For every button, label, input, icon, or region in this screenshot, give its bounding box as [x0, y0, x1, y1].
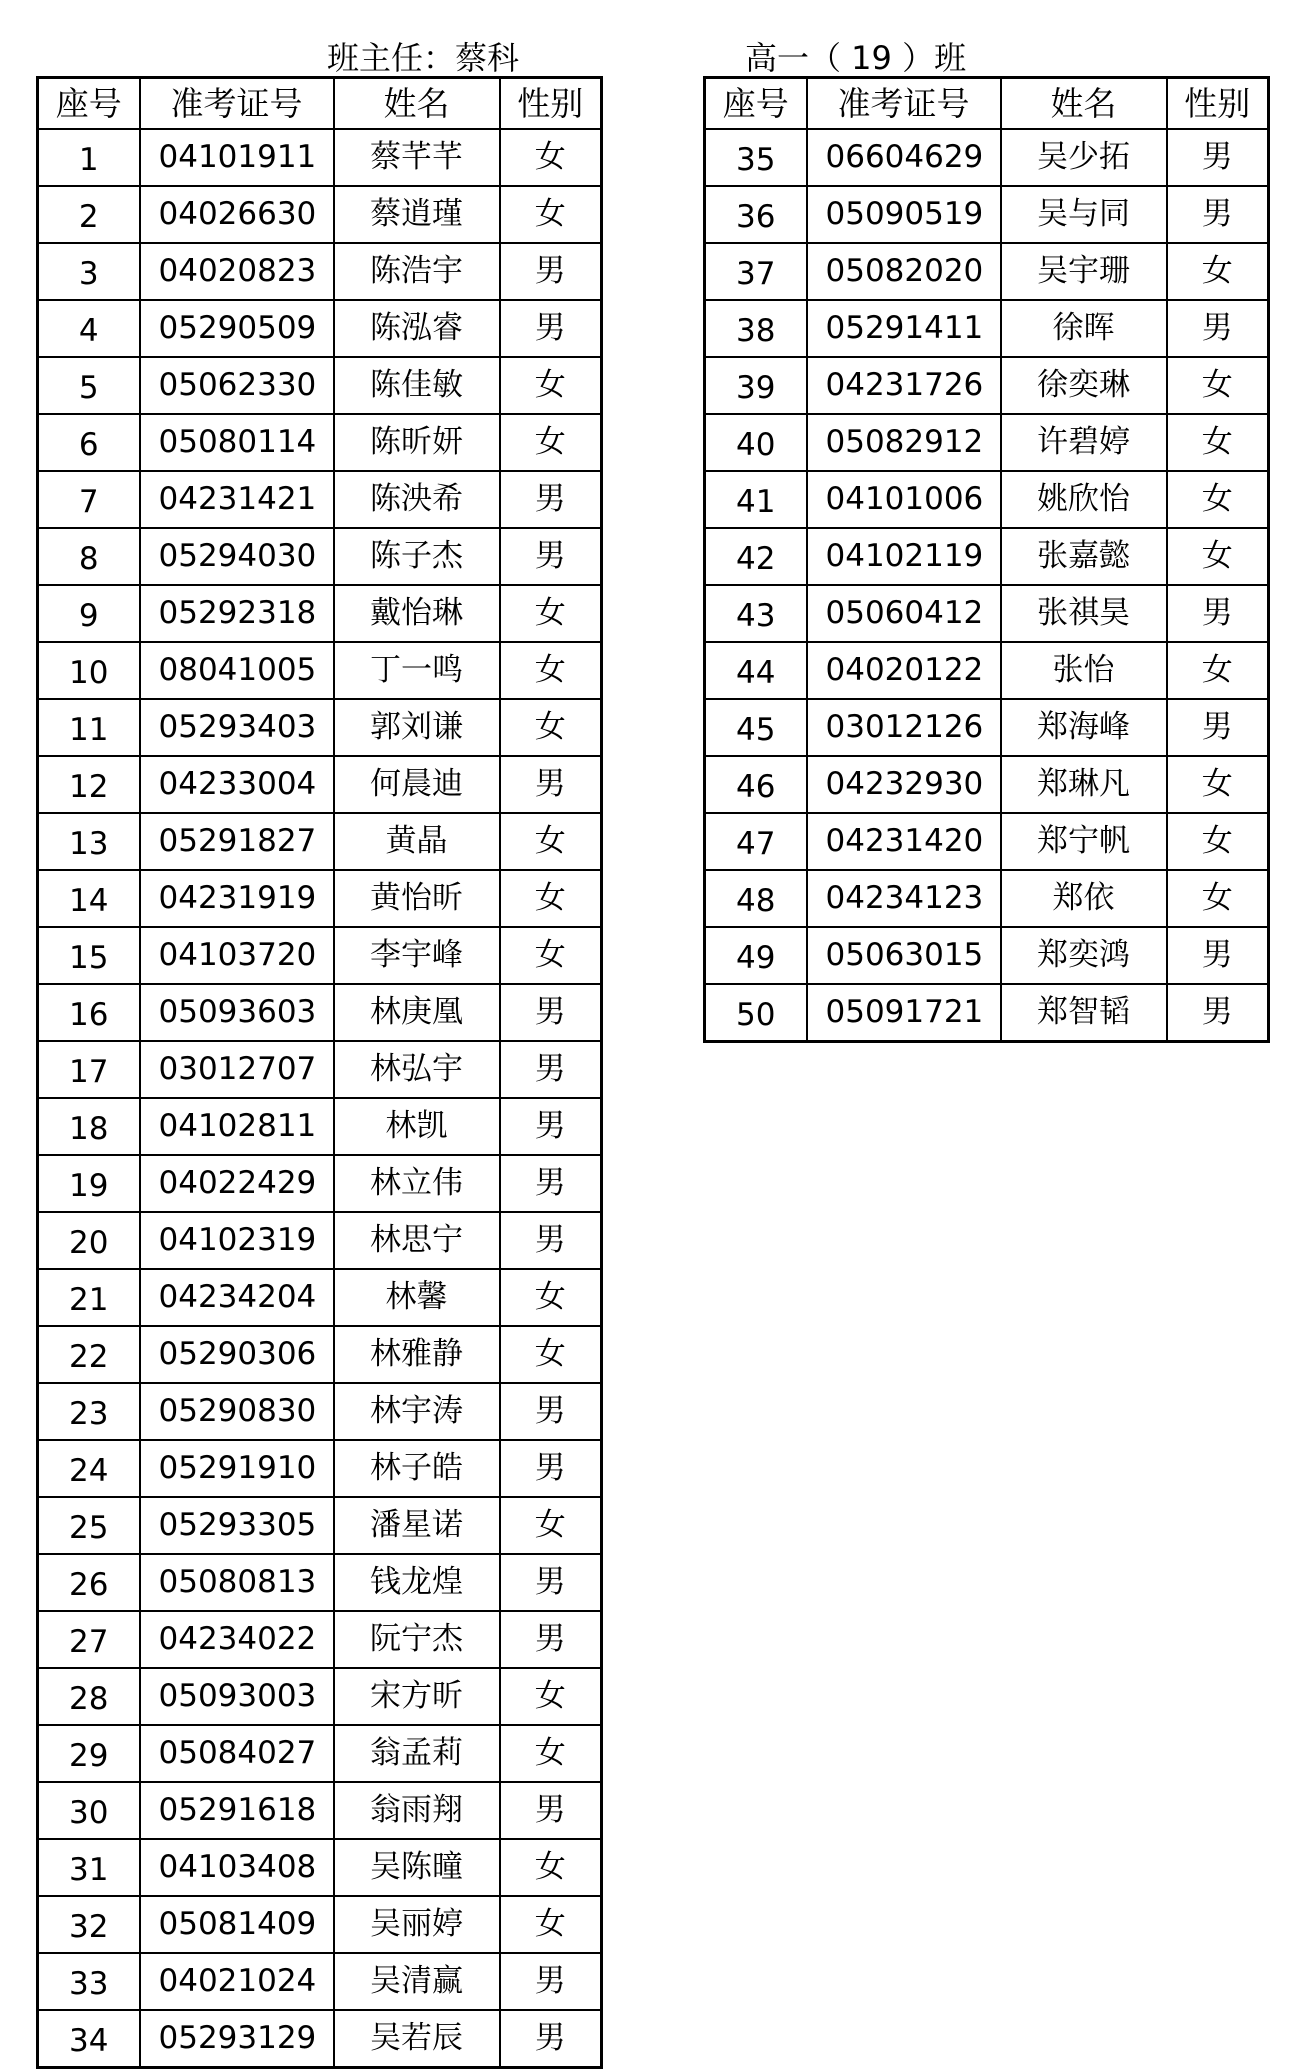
student-name-cell: 郑琳凡 [1001, 756, 1167, 813]
exam-number-cell: 04232930 [807, 756, 1001, 813]
gender-cell: 女 [1167, 756, 1269, 813]
table-row [705, 300, 1269, 357]
table-row [705, 585, 1269, 642]
table-row [38, 357, 602, 414]
exam-number-cell: 05291618 [140, 1782, 334, 1839]
gender-cell: 女 [500, 1839, 602, 1896]
student-name-cell: 翁孟莉 [334, 1725, 500, 1782]
student-name-cell: 陈昕妍 [334, 414, 500, 471]
seat-number-cell: 29 [38, 1725, 140, 1782]
seat-number-cell: 48 [705, 870, 807, 927]
seat-number-cell: 43 [705, 585, 807, 642]
seat-number-cell: 3 [38, 243, 140, 300]
head-teacher-label: 班主任：蔡科 [327, 39, 520, 77]
student-name-cell: 钱龙煌 [334, 1554, 500, 1611]
seat-number-cell: 8 [38, 528, 140, 585]
student-name-cell: 陈子杰 [334, 528, 500, 585]
table-row [38, 1611, 602, 1668]
exam-number-cell: 04102119 [807, 528, 1001, 585]
exam-number-cell: 05294030 [140, 528, 334, 585]
seat-number-cell: 27 [38, 1611, 140, 1668]
table-row [38, 1554, 602, 1611]
student-name-cell: 郭刘谦 [334, 699, 500, 756]
table-row [38, 300, 602, 357]
gender-cell: 女 [500, 813, 602, 870]
table-row [705, 129, 1269, 186]
table-row [38, 699, 602, 756]
seat-number-cell: 1 [38, 129, 140, 186]
exam-number-cell: 04101006 [807, 471, 1001, 528]
exam-number-cell: 05091721 [807, 984, 1001, 1042]
table-row [38, 471, 602, 528]
gender-cell: 男 [500, 1440, 602, 1497]
table-row [38, 1782, 602, 1839]
exam-number-cell: 05082912 [807, 414, 1001, 471]
seat-number-cell: 38 [705, 300, 807, 357]
gender-cell: 女 [1167, 813, 1269, 870]
exam-number-cell: 05292318 [140, 585, 334, 642]
student-name-cell: 黄怡昕 [334, 870, 500, 927]
exam-number-cell: 04234123 [807, 870, 1001, 927]
exam-number-cell: 04103408 [140, 1839, 334, 1896]
table-row [705, 243, 1269, 300]
gender-cell: 女 [500, 1269, 602, 1326]
gender-cell: 男 [500, 1041, 602, 1098]
table-row [38, 1668, 602, 1725]
gender-cell: 男 [1167, 927, 1269, 984]
exam-number-cell: 05293403 [140, 699, 334, 756]
gender-cell: 女 [500, 927, 602, 984]
table-row [38, 1098, 602, 1155]
student-name-cell: 陈佳敏 [334, 357, 500, 414]
seat-number-cell: 44 [705, 642, 807, 699]
exam-number-cell: 05080114 [140, 414, 334, 471]
table-row [705, 471, 1269, 528]
gender-cell: 女 [500, 1725, 602, 1782]
seat-number-cell: 46 [705, 756, 807, 813]
gender-cell: 女 [1167, 642, 1269, 699]
seat-number-cell: 13 [38, 813, 140, 870]
student-name-cell: 郑智韬 [1001, 984, 1167, 1042]
seat-number-cell: 45 [705, 699, 807, 756]
student-name-cell: 徐晖 [1001, 300, 1167, 357]
exam-number-cell: 04020823 [140, 243, 334, 300]
table-header-row [705, 78, 1269, 130]
table-row [705, 756, 1269, 813]
exam-number-cell: 04103720 [140, 927, 334, 984]
gender-cell: 男 [500, 1554, 602, 1611]
exam-number-cell: 04022429 [140, 1155, 334, 1212]
gender-cell: 男 [500, 471, 602, 528]
gender-cell: 男 [500, 756, 602, 813]
student-name-cell: 林弘宇 [334, 1041, 500, 1098]
seat-number-cell: 34 [38, 2010, 140, 2068]
seat-number-cell: 28 [38, 1668, 140, 1725]
gender-cell: 男 [500, 1383, 602, 1440]
student-name-cell: 陈浩宇 [334, 243, 500, 300]
exam-number-cell: 05290306 [140, 1326, 334, 1383]
exam-number-cell: 05293129 [140, 2010, 334, 2068]
exam-number-cell: 05090519 [807, 186, 1001, 243]
student-name-cell: 丁一鸣 [334, 642, 500, 699]
gender-cell: 男 [500, 2010, 602, 2068]
student-name-cell: 李宇峰 [334, 927, 500, 984]
exam-number-cell: 03012707 [140, 1041, 334, 1098]
exam-number-cell: 05291827 [140, 813, 334, 870]
seat-number-cell: 30 [38, 1782, 140, 1839]
exam-number-cell: 05290509 [140, 300, 334, 357]
student-name-cell: 郑海峰 [1001, 699, 1167, 756]
exam-number-cell: 05293305 [140, 1497, 334, 1554]
seat-number-cell: 4 [38, 300, 140, 357]
exam-number-cell: 04102319 [140, 1212, 334, 1269]
table-row [38, 1440, 602, 1497]
table-row [38, 1383, 602, 1440]
student-name-cell: 吴少拓 [1001, 129, 1167, 186]
student-name-cell: 吴清赢 [334, 1953, 500, 2010]
seat-number-cell: 2 [38, 186, 140, 243]
gender-cell: 男 [1167, 186, 1269, 243]
gender-cell: 女 [500, 585, 602, 642]
seat-number-cell: 26 [38, 1554, 140, 1611]
table-row [38, 1212, 602, 1269]
student-name-cell: 郑依 [1001, 870, 1167, 927]
exam-number-cell: 04026630 [140, 186, 334, 243]
table-row [38, 1497, 602, 1554]
table-row [38, 528, 602, 585]
seat-number-cell: 6 [38, 414, 140, 471]
gender-cell: 男 [1167, 984, 1269, 1042]
student-name-cell: 蔡芊芊 [334, 129, 500, 186]
table-row [705, 813, 1269, 870]
exam-number-cell: 05063015 [807, 927, 1001, 984]
student-name-cell: 林雅静 [334, 1326, 500, 1383]
student-name-cell: 何晨迪 [334, 756, 500, 813]
exam-number-cell: 04231421 [140, 471, 334, 528]
gender-cell: 男 [500, 1782, 602, 1839]
student-name-cell: 吴宇珊 [1001, 243, 1167, 300]
header-name: 姓名 [1001, 78, 1167, 130]
student-name-cell: 张怡 [1001, 642, 1167, 699]
gender-cell: 女 [500, 1497, 602, 1554]
exam-number-cell: 04234204 [140, 1269, 334, 1326]
seat-number-cell: 18 [38, 1098, 140, 1155]
table-row [38, 870, 602, 927]
exam-number-cell: 04101911 [140, 129, 334, 186]
seat-number-cell: 20 [38, 1212, 140, 1269]
student-name-cell: 林凯 [334, 1098, 500, 1155]
seat-number-cell: 32 [38, 1896, 140, 1953]
gender-cell: 女 [500, 129, 602, 186]
table-row [38, 129, 602, 186]
header-exam-number: 准考证号 [807, 78, 1001, 130]
seat-number-cell: 12 [38, 756, 140, 813]
seat-number-cell: 47 [705, 813, 807, 870]
student-name-cell: 蔡逍瑾 [334, 186, 500, 243]
header-gender: 性别 [1167, 78, 1269, 130]
student-name-cell: 姚欣怡 [1001, 471, 1167, 528]
seat-number-cell: 50 [705, 984, 807, 1042]
seat-number-cell: 19 [38, 1155, 140, 1212]
seat-number-cell: 15 [38, 927, 140, 984]
table-row [705, 927, 1269, 984]
exam-number-cell: 03012126 [807, 699, 1001, 756]
seat-number-cell: 9 [38, 585, 140, 642]
gender-cell: 男 [1167, 129, 1269, 186]
table-row [38, 1725, 602, 1782]
table-row [705, 870, 1269, 927]
student-name-cell: 林馨 [334, 1269, 500, 1326]
table-row [38, 1896, 602, 1953]
seat-number-cell: 49 [705, 927, 807, 984]
header-seat: 座号 [705, 78, 807, 130]
seat-number-cell: 7 [38, 471, 140, 528]
gender-cell: 女 [500, 870, 602, 927]
seat-number-cell: 11 [38, 699, 140, 756]
student-name-cell: 林庚凰 [334, 984, 500, 1041]
exam-number-cell: 04231726 [807, 357, 1001, 414]
table-row [38, 243, 602, 300]
gender-cell: 男 [1167, 585, 1269, 642]
exam-number-cell: 05084027 [140, 1725, 334, 1782]
student-name-cell: 陈泱希 [334, 471, 500, 528]
table-row [705, 699, 1269, 756]
gender-cell: 女 [500, 1668, 602, 1725]
seat-number-cell: 17 [38, 1041, 140, 1098]
exam-number-cell: 05093003 [140, 1668, 334, 1725]
gender-cell: 女 [500, 699, 602, 756]
exam-number-cell: 04102811 [140, 1098, 334, 1155]
gender-cell: 男 [500, 1953, 602, 2010]
exam-number-cell: 04234022 [140, 1611, 334, 1668]
gender-cell: 女 [1167, 528, 1269, 585]
table-row [38, 1155, 602, 1212]
exam-number-cell: 08041005 [140, 642, 334, 699]
student-name-cell: 林子皓 [334, 1440, 500, 1497]
gender-cell: 女 [500, 642, 602, 699]
student-name-cell: 戴怡琳 [334, 585, 500, 642]
table-row [38, 642, 602, 699]
gender-cell: 男 [500, 1155, 602, 1212]
student-name-cell: 郑宁帆 [1001, 813, 1167, 870]
table-row [705, 186, 1269, 243]
table-row [705, 357, 1269, 414]
student-name-cell: 林思宁 [334, 1212, 500, 1269]
table-row [38, 984, 602, 1041]
seat-number-cell: 22 [38, 1326, 140, 1383]
exam-number-cell: 06604629 [807, 129, 1001, 186]
table-row [705, 414, 1269, 471]
table-row [705, 642, 1269, 699]
header-exam-number: 准考证号 [140, 78, 334, 130]
exam-number-cell: 05062330 [140, 357, 334, 414]
seat-number-cell: 33 [38, 1953, 140, 2010]
student-name-cell: 张嘉懿 [1001, 528, 1167, 585]
table-row [38, 1041, 602, 1098]
seat-number-cell: 31 [38, 1839, 140, 1896]
gender-cell: 女 [500, 1326, 602, 1383]
table-row [38, 585, 602, 642]
exam-number-cell: 05291411 [807, 300, 1001, 357]
student-name-cell: 黄晶 [334, 813, 500, 870]
exam-number-cell: 05290830 [140, 1383, 334, 1440]
seat-number-cell: 23 [38, 1383, 140, 1440]
student-name-cell: 林宇涛 [334, 1383, 500, 1440]
table-row [38, 2010, 602, 2068]
header-seat: 座号 [38, 78, 140, 130]
student-name-cell: 徐奕琳 [1001, 357, 1167, 414]
gender-cell: 女 [1167, 414, 1269, 471]
student-name-cell: 吴若辰 [334, 2010, 500, 2068]
student-name-cell: 许碧婷 [1001, 414, 1167, 471]
exam-number-cell: 05081409 [140, 1896, 334, 1953]
gender-cell: 女 [500, 186, 602, 243]
seat-number-cell: 21 [38, 1269, 140, 1326]
gender-cell: 男 [500, 528, 602, 585]
gender-cell: 女 [1167, 870, 1269, 927]
student-name-cell: 林立伟 [334, 1155, 500, 1212]
header-name: 姓名 [334, 78, 500, 130]
exam-number-cell: 04021024 [140, 1953, 334, 2010]
exam-number-cell: 04233004 [140, 756, 334, 813]
table-row [38, 414, 602, 471]
seat-number-cell: 37 [705, 243, 807, 300]
seat-number-cell: 14 [38, 870, 140, 927]
student-table-right [703, 76, 1270, 1043]
table-row [38, 927, 602, 984]
class-name-label: 高一（ 19 ）班 [745, 39, 967, 77]
exam-number-cell: 04231919 [140, 870, 334, 927]
seat-number-cell: 40 [705, 414, 807, 471]
exam-number-cell: 05080813 [140, 1554, 334, 1611]
seat-number-cell: 41 [705, 471, 807, 528]
student-name-cell: 潘星诺 [334, 1497, 500, 1554]
gender-cell: 男 [1167, 300, 1269, 357]
table-row [38, 1326, 602, 1383]
seat-number-cell: 25 [38, 1497, 140, 1554]
gender-cell: 男 [500, 300, 602, 357]
student-name-cell: 吴丽婷 [334, 1896, 500, 1953]
gender-cell: 男 [500, 1212, 602, 1269]
header-gender: 性别 [500, 78, 602, 130]
exam-number-cell: 05093603 [140, 984, 334, 1041]
gender-cell: 女 [500, 1896, 602, 1953]
seat-number-cell: 5 [38, 357, 140, 414]
table-row [38, 756, 602, 813]
exam-number-cell: 05082020 [807, 243, 1001, 300]
exam-number-cell: 05060412 [807, 585, 1001, 642]
student-name-cell: 吴陈曈 [334, 1839, 500, 1896]
student-name-cell: 张祺昊 [1001, 585, 1167, 642]
seat-number-cell: 39 [705, 357, 807, 414]
table-row [38, 1839, 602, 1896]
student-name-cell: 吴与同 [1001, 186, 1167, 243]
table-row [38, 813, 602, 870]
seat-number-cell: 24 [38, 1440, 140, 1497]
seat-number-cell: 10 [38, 642, 140, 699]
student-name-cell: 郑奕鸿 [1001, 927, 1167, 984]
table-row [38, 186, 602, 243]
student-name-cell: 陈泓睿 [334, 300, 500, 357]
student-name-cell: 宋方昕 [334, 1668, 500, 1725]
gender-cell: 男 [500, 984, 602, 1041]
gender-cell: 女 [1167, 471, 1269, 528]
exam-number-cell: 04020122 [807, 642, 1001, 699]
gender-cell: 女 [500, 357, 602, 414]
student-name-cell: 阮宁杰 [334, 1611, 500, 1668]
seat-number-cell: 36 [705, 186, 807, 243]
student-name-cell: 翁雨翔 [334, 1782, 500, 1839]
gender-cell: 男 [500, 243, 602, 300]
gender-cell: 男 [1167, 699, 1269, 756]
exam-number-cell: 05291910 [140, 1440, 334, 1497]
exam-number-cell: 04231420 [807, 813, 1001, 870]
table-row [705, 528, 1269, 585]
gender-cell: 女 [1167, 357, 1269, 414]
seat-number-cell: 16 [38, 984, 140, 1041]
table-row [38, 1269, 602, 1326]
seat-number-cell: 35 [705, 129, 807, 186]
gender-cell: 男 [500, 1098, 602, 1155]
table-row [38, 1953, 602, 2010]
table-row [705, 984, 1269, 1042]
gender-cell: 男 [500, 1611, 602, 1668]
gender-cell: 女 [500, 414, 602, 471]
table-header-row [38, 78, 602, 130]
gender-cell: 女 [1167, 243, 1269, 300]
student-table-left [36, 76, 603, 2069]
seat-number-cell: 42 [705, 528, 807, 585]
